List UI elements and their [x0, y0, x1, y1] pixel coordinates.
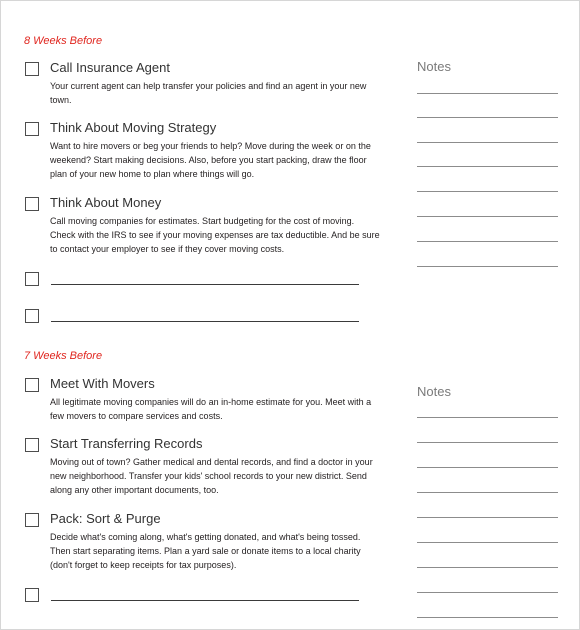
task-description: Moving out of town? Gather medical and dental records, and find a doctor in your new neighborhood. Transfer your kids' school records to your new district. Send along any other important documents, too.	[50, 457, 373, 495]
task-description: Call moving companies for estimates. Start budgeting for the cost of moving. Check with the IRS to see if your moving expenses are tax deductible. And be sure to contact your employer to see if they cover moving costs.	[50, 216, 380, 254]
task-title: Meet With Movers	[50, 376, 155, 391]
notes-line[interactable]	[417, 166, 558, 167]
notes-line[interactable]	[417, 567, 558, 568]
blank-task-row	[25, 270, 365, 286]
section-heading: 8 Weeks Before	[24, 35, 103, 47]
notes-line[interactable]	[417, 93, 558, 94]
task-title: Think About Moving Strategy	[50, 120, 217, 135]
checkbox[interactable]	[25, 378, 39, 392]
notes-label: Notes	[417, 59, 451, 74]
section-heading: 7 Weeks Before	[24, 350, 103, 362]
notes-line[interactable]	[417, 142, 558, 143]
write-in-line[interactable]	[51, 284, 359, 285]
notes-line[interactable]	[417, 216, 558, 217]
notes-line[interactable]	[417, 467, 558, 468]
blank-task-row	[25, 586, 365, 602]
checkbox[interactable]	[25, 588, 39, 602]
task-title: Call Insurance Agent	[50, 60, 170, 75]
notes-line[interactable]	[417, 191, 558, 192]
blank-task-row	[25, 307, 365, 323]
checkbox[interactable]	[25, 309, 39, 323]
checkbox[interactable]	[25, 513, 39, 527]
notes-line[interactable]	[417, 117, 558, 118]
notes-line[interactable]	[417, 417, 558, 418]
notes-line[interactable]	[417, 442, 558, 443]
checkbox[interactable]	[25, 197, 39, 211]
checkbox[interactable]	[25, 438, 39, 452]
notes-line[interactable]	[417, 241, 558, 242]
notes-line[interactable]	[417, 517, 558, 518]
notes-line[interactable]	[417, 266, 558, 267]
task-title: Start Transferring Records	[50, 436, 203, 451]
checkbox[interactable]	[25, 122, 39, 136]
task-description: Want to hire movers or beg your friends to help? Move during the week or on the weekend? Start making decisions. Also, before you start packing, draw the floor plan of your new home to plan where things will go.	[50, 141, 371, 179]
notes-line[interactable]	[417, 592, 558, 593]
checkbox[interactable]	[25, 62, 39, 76]
task-description: Your current agent can help transfer your policies and find an agent in your new town.	[50, 81, 367, 105]
notes-line[interactable]	[417, 617, 558, 618]
task-description: All legitimate moving companies will do an in-home estimate for you. Meet with a few movers to compare services and costs.	[50, 397, 372, 421]
write-in-line[interactable]	[51, 600, 359, 601]
checkbox[interactable]	[25, 272, 39, 286]
notes-line[interactable]	[417, 542, 558, 543]
notes-line[interactable]	[417, 492, 558, 493]
task-title: Pack: Sort & Purge	[50, 511, 161, 526]
task-description: Decide what's coming along, what's getting donated, and what's being tossed. Then start separating items. Plan a yard sale or donate items to a local charity (don't forget to keep receipts for tax purposes).	[50, 532, 361, 570]
write-in-line[interactable]	[51, 321, 359, 322]
task-title: Think About Money	[50, 195, 162, 210]
notes-label: Notes	[417, 384, 451, 399]
